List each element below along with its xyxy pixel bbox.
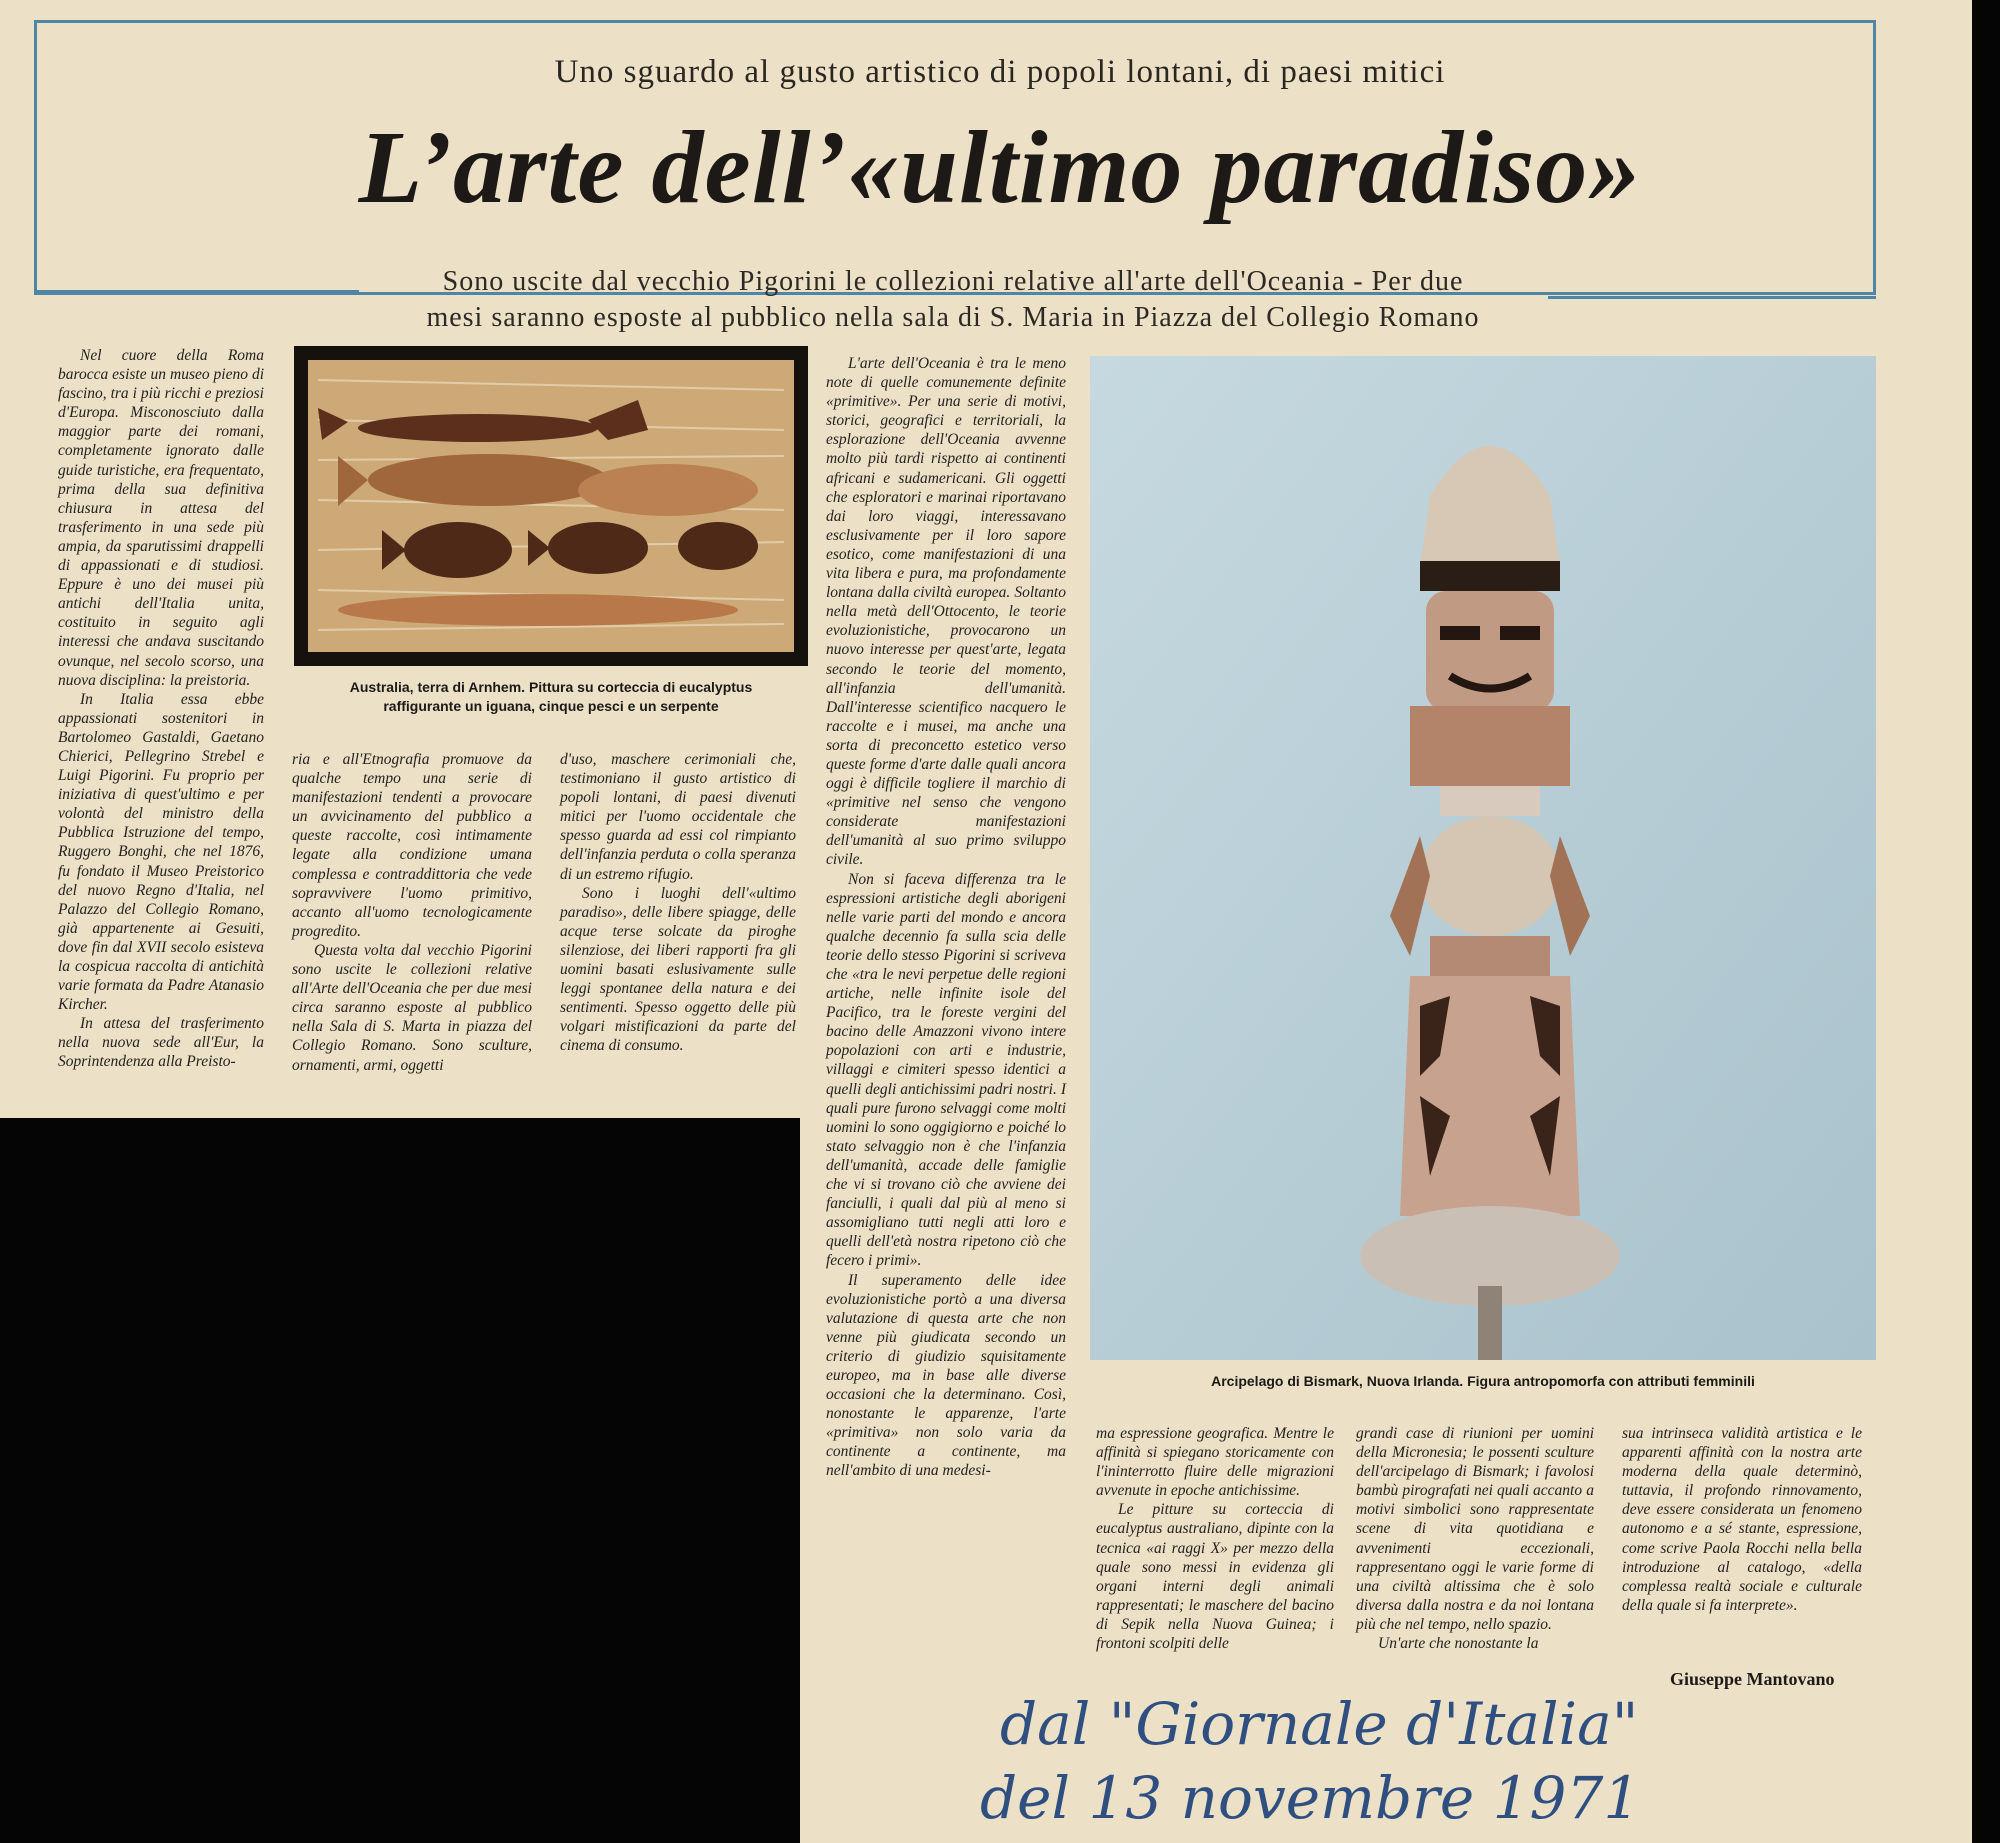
paragraph: L'arte dell'Oceania è tra le meno note di quelle comunemente definite «primitive». Per una serie di motivi, storici, geografici e territoriali, la esplorazione dell'Oceania avvenne molto più tardi rispetto ai continenti africani e sudamericani. Gli oggetti che esploratori e marinai riportavano dai loro viaggi, interessavano esclusivamente per il loro sapore esotico, come manifestazioni di una vita libera e pura, ma profondamente lontana dalla civiltà europea. Soltanto nella metà dell'Ottocento, le teorie evoluzionistiche, provocarono un nuovo interesse per quest'arte, legata secondo le teorie del momento, all'infanzia dell'umanità. Dall'interesse scientifico nacquero le raccolte e i musei, ma anche una sorta di preconcetto estetico verso queste forme d'arte dalle quali ancora oggi è difficile togliere il marchio di «primitive nel senso che vengono considerate manifestazioni dell'umanità al suo primo sviluppo civile. (826, 355, 1066, 869)
caption-line-2: raffigurante un iguana, cinque pesci e un serpente (383, 698, 719, 714)
paragraph: ria e all'Etnografia promuove da qualche tempo una serie di manifestazioni tendenti a provocare un avvicinamento del pubblico a queste raccolte, così intimamente legate alla condizione umana complessa e contraddittoria che vede sopravvivere l'uomo primitivo, accanto all'uomo tecnologicamente progredito. (292, 751, 532, 940)
bark-painting-caption (294, 678, 808, 716)
subhead-rule-left (34, 290, 359, 293)
paragraph: Un'arte che nonostante la (1378, 1635, 1539, 1653)
article-column-6 (1356, 1424, 1594, 1653)
paragraph: grandi case di riunioni per uomini della Micronesia; le possenti sculture dell'arcipelago di Bismark; i favolosi bambù pirografati nei quali accanto a motivi simbolici sono rappresentate scene di vita quotidiana e avvenimenti eccezionali, rappresentano oggi le varie forme di una civiltà altissima che è solo diversa dalla nostra e da noi lontana più che nel tempo, nello spazio. (1356, 1425, 1594, 1633)
subheadline (368, 264, 1538, 336)
paragraph: In Italia essa ebbe appassionati sostenitori in Bartolomeo Gastaldi, Gaetano Chierici, Pellegrino Strebel e Luigi Pigorini. Fu proprio per iniziativa di quest'ultimo e per volontà del ministro della Pubblica Istruzione del tempo, Ruggero Bonghi, che nel 1876, fu fondato il Museo Preistorico del nuovo Regno d'Italia, nel Palazzo del Collegio Romano, già appartenente ai Gesuiti, dove fin dal XVII secolo esisteva la cospicua raccolta di antichità varie formata da Padre Atanasio Kircher. (58, 690, 264, 1014)
paragraph: Il superamento delle idee evoluzionistiche portò a una diversa valutazione di questa arte che non venne più giudicata secondo un criterio di giudizio squisitamente europeo, ma in base alle diverse occasioni che la determinano. Così, nonostante le apparenze, l'arte «primitiva» non solo varia da continente a continente, ma nell'ambito di una medesi- (826, 1271, 1066, 1480)
statue-caption: Arcipelago di Bismark, Nuova Irlanda. Figura antropomorfa con attributi femminili (1211, 1373, 1755, 1389)
author-byline: Giuseppe Mantovano (1670, 1669, 1835, 1689)
paragraph: Non si faceva differenza tra le espressioni artistiche degli aborigeni nelle varie parti del mondo e ancora qualche decennio fa sulla scia delle teorie dello stesso Pigorini si scriveva che «tra le nevi perpetue delle regioni artiche, nelle infinite isole del Pacifico, tra le foreste vergini del bacino delle Amazzoni vivono intere popolazioni con arti e industrie, villaggi e cimiteri spesso identici a quelli degli antichissimi padri nostri. I quali pure furono selvaggi come molti uomini lo sono oggigiorno e poiché lo stato selvaggio non è che l'infanzia dell'umanità, accade delle famiglie che vi si trovano ciò che avviene dei fanciulli, i quali dal più al meno si assomigliano tutti negli atti loro e quelli dell'età nostra ripetono ciò che fecero i primi». (826, 870, 1066, 1270)
article-column-3 (560, 750, 796, 1056)
article-column-5 (1096, 1424, 1334, 1653)
statue-photo (1090, 356, 1876, 1360)
subhead-rule-right (1548, 296, 1876, 299)
paragraph: Questa volta dal vecchio Pigorini sono uscite le collezioni relative all'Arte dell'Oceania che per due mesi circa saranno esposte al pubblico nella Sala di S. Marta in piazza del Collegio Romano. Sono sculture, ornamenti, armi, oggetti (292, 941, 532, 1074)
paragraph: ma espressione geografica. Mentre le affinità si spiegano storicamente con l'ininterrotto fluire delle migrazioni avvenute in epoche antichissime. (1096, 1425, 1334, 1500)
paragraph: Le pitture su corteccia di eucalyptus australiano, dipinte con la tecnica «ai raggi X» per mezzo della quale sono messi in evidenza gli organi interni degli animali rappresentati; le maschere del bacino di Sepik nella Nuova Guinea; i frontoni scolpiti delle (1096, 1501, 1334, 1653)
handwritten-source: dal "Giornale d'Italia" (1000, 1690, 1639, 1758)
article-column-2 (292, 750, 532, 1075)
paragraph: sua intrinseca validità artistica e le apparenti affinità con la nostra arte moderna della quale determinò, tuttavia, il profondo rinnovamento, deve essere considerata un fenomeno autonomo e a sé stante, espressione, come scrive Paola Rocchi nella bella introduzione al catalogo, «della complessa realtà sociale e culturale della quale si fa interprete». (1622, 1425, 1862, 1614)
paragraph: Nel cuore della Roma barocca esiste un museo pieno di fascino, tra i più ricchi e preziosi d'Europa. Misconosciuto dalla maggior parte dei romani, completamente ignorato dalle guide turistiche, era frequentato, prima della sua definitiva chiusura in attesa del trasferimento in una sede più ampia, da sparutissimi drappelli di appassionati e di studiosi. Eppure è uno dei musei più antichi dell'Italia unita, costituito in seguito agli interessi che andava suscitando ovunque, nel secolo scorso, una nuova disciplina: la preistoria. (58, 347, 264, 689)
article-column-7 (1622, 1424, 1862, 1615)
statue-illustration (1090, 356, 1876, 1360)
paragraph: d'uso, maschere cerimoniali che, testimoniano il gusto artistico di popoli lontani, di paesi divenuti mitici per l'uomo occidentale che spesso guarda ad essi col rimpianto dell'infanzia perduta o colla speranza di un estremo rifugio. (560, 751, 796, 883)
handwritten-date: del 13 novembre 1971 (980, 1764, 1641, 1832)
kicker: Uno sguardo al gusto artistico di popoli lontani, di paesi mitici (554, 54, 1446, 90)
bark-painting-illustration (308, 360, 794, 652)
article-column-4 (826, 354, 1066, 1481)
subhead-line-2: mesi saranno esposte al pubblico nella sala di S. Maria in Piazza del Collegio Romano (426, 302, 1480, 333)
paragraph: Sono i luoghi dell'«ultimo paradiso», delle libere spiagge, delle acque terse solcate da piroghe silenziose, dei liberi rapporti fra gli uomini basati eslusivamente sulle leggi spontanee della natura e dei sentimenti. Spesso oggetto delle più volgari mistificazioni da parte del cinema di consumo. (560, 884, 796, 1055)
paragraph: In attesa del trasferimento nella nuova sede all'Eur, la Soprintendenza alla Preisto- (58, 1015, 264, 1071)
headline: L’arte dell’«ultimo paradiso» (358, 110, 1642, 225)
article-column-1 (58, 346, 264, 1072)
subhead-line-1: Sono uscite dal vecchio Pigorini le collezioni relative all'arte dell'Oceania - Per due (442, 266, 1464, 297)
bark-painting-photo (294, 346, 808, 666)
caption-line-1: Australia, terra di Arnhem. Pittura su corteccia di eucalyptus (349, 679, 753, 695)
